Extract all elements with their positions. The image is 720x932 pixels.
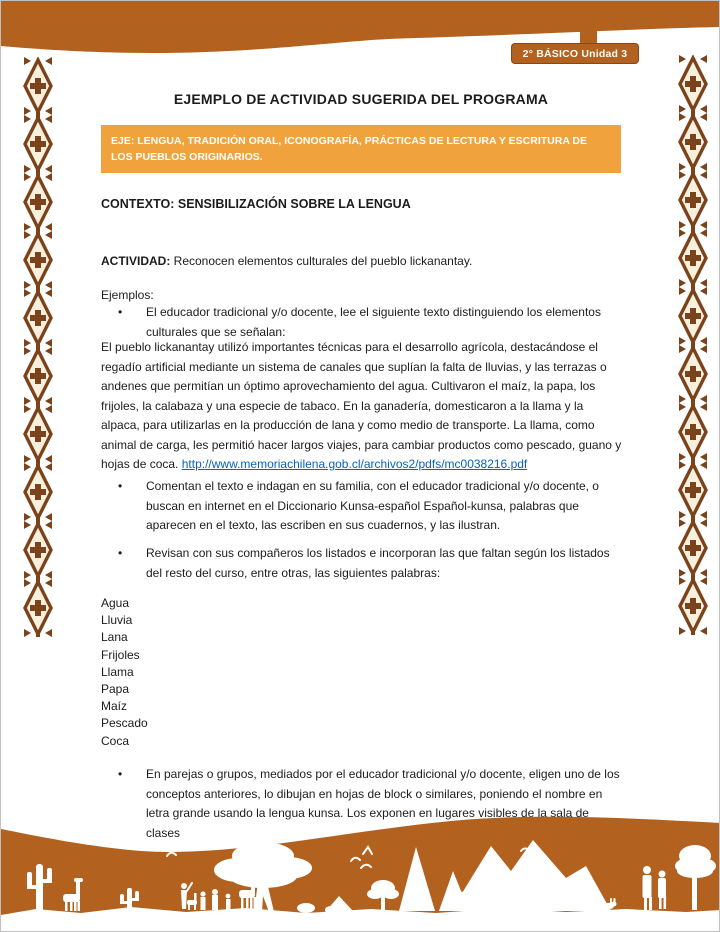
bullet-text: Comentan el texto e indagan en su familia, con el educador tradicional y/o docente, o buscan en internet en el Diccionario Kunsa-español Español-kunsa, palabras que aparecen en el texto, las escriben en sus cuadernos, y las ilustran. (146, 479, 599, 532)
bullet-text: El educador tradicional y/o docente, lee el siguiente texto distinguiendo los elementos culturales que se señalan: (146, 305, 601, 339)
word-list-item: Lana (101, 630, 128, 645)
word-list-item: Llama (101, 664, 134, 679)
footer-landscape-icon (1, 816, 720, 931)
bullet-marker: • (118, 767, 123, 781)
word-list-item: Maíz (101, 699, 128, 714)
bullet-item-2 (101, 477, 623, 536)
reading-text (101, 338, 623, 475)
reading-paragraph: El pueblo lickanantay utilizó importantes técnicas para el desarrollo agrícola, destacándose el regadío artificial mediante un sistema de canales que suplían la falta de lluvias, y las terrazas o andenes que permitían un óptimo aprovechamiento del agua. Cultivaron el maíz, la papa, los frijoles, la calabaza y una especie de tabaco. En la ganadería, domesticaron a la llama y la alpaca, para utilizarlas en la producción de lana y como medio de transporte. La llama, como animal de carga, les permitió hacer largos viajes, para cambiar productos como pescado, guano y hojas de coca. (101, 340, 622, 471)
word-list-item: Agua (101, 596, 130, 610)
actividad-label: ACTIVIDAD: (101, 254, 171, 268)
ejemplos-label: Ejemplos: (101, 288, 154, 302)
word-list-item: Coca (101, 733, 130, 748)
word-list-item: Frijoles (101, 647, 140, 662)
eje-banner: EJE: LENGUA, TRADICIÓN ORAL, ICONOGRAFÍA, PRÁCTICAS DE LECTURA Y ESCRITURA DE LOS PUEBLOS ORIGINARIOS. (101, 125, 621, 173)
bullet-marker: • (118, 479, 123, 493)
actividad-text: Reconocen elementos culturales del pueblo lickanantay. (173, 254, 473, 268)
actividad-line (101, 252, 623, 272)
page-title: EJEMPLO DE ACTIVIDAD SUGERIDA DEL PROGRAMA (173, 91, 549, 107)
word-list (101, 595, 148, 750)
bullet-marker: • (118, 305, 123, 319)
bullet-marker: • (118, 546, 123, 560)
bullet-text: En parejas o grupos, mediados por el educador tradicional y/o docente, eligen uno de los conceptos anteriores, lo dibujan en hojas de block o similares, poniendo el nombre en letra grande usando la lengua kunsa. Los exponen en lugares visibles de la sala de clases (146, 767, 620, 840)
reading-link[interactable]: http://www.memoriachilena.gob.cl/archivos2/pdfs/mc0038216.pdf (181, 457, 528, 471)
bullet-text: Revisan con sus compañeros los listados e incorporan las que faltan según los listados del resto del curso, entre otras, las siguientes palabras: (146, 546, 610, 580)
left-border-motif-icon (23, 57, 53, 637)
word-list-item: Papa (101, 682, 130, 697)
unit-badge: 2° BÁSICO Unidad 3 (511, 43, 639, 64)
right-border-motif-icon (678, 55, 708, 635)
contexto-heading: CONTEXTO: SENSIBILIZACIÓN SOBRE LA LENGUA (101, 197, 411, 211)
bullet-item-1 (101, 303, 623, 342)
bullet-item-3 (101, 544, 623, 583)
word-list-item: Pescado (101, 716, 148, 731)
word-list-item: Lluvia (101, 613, 133, 628)
